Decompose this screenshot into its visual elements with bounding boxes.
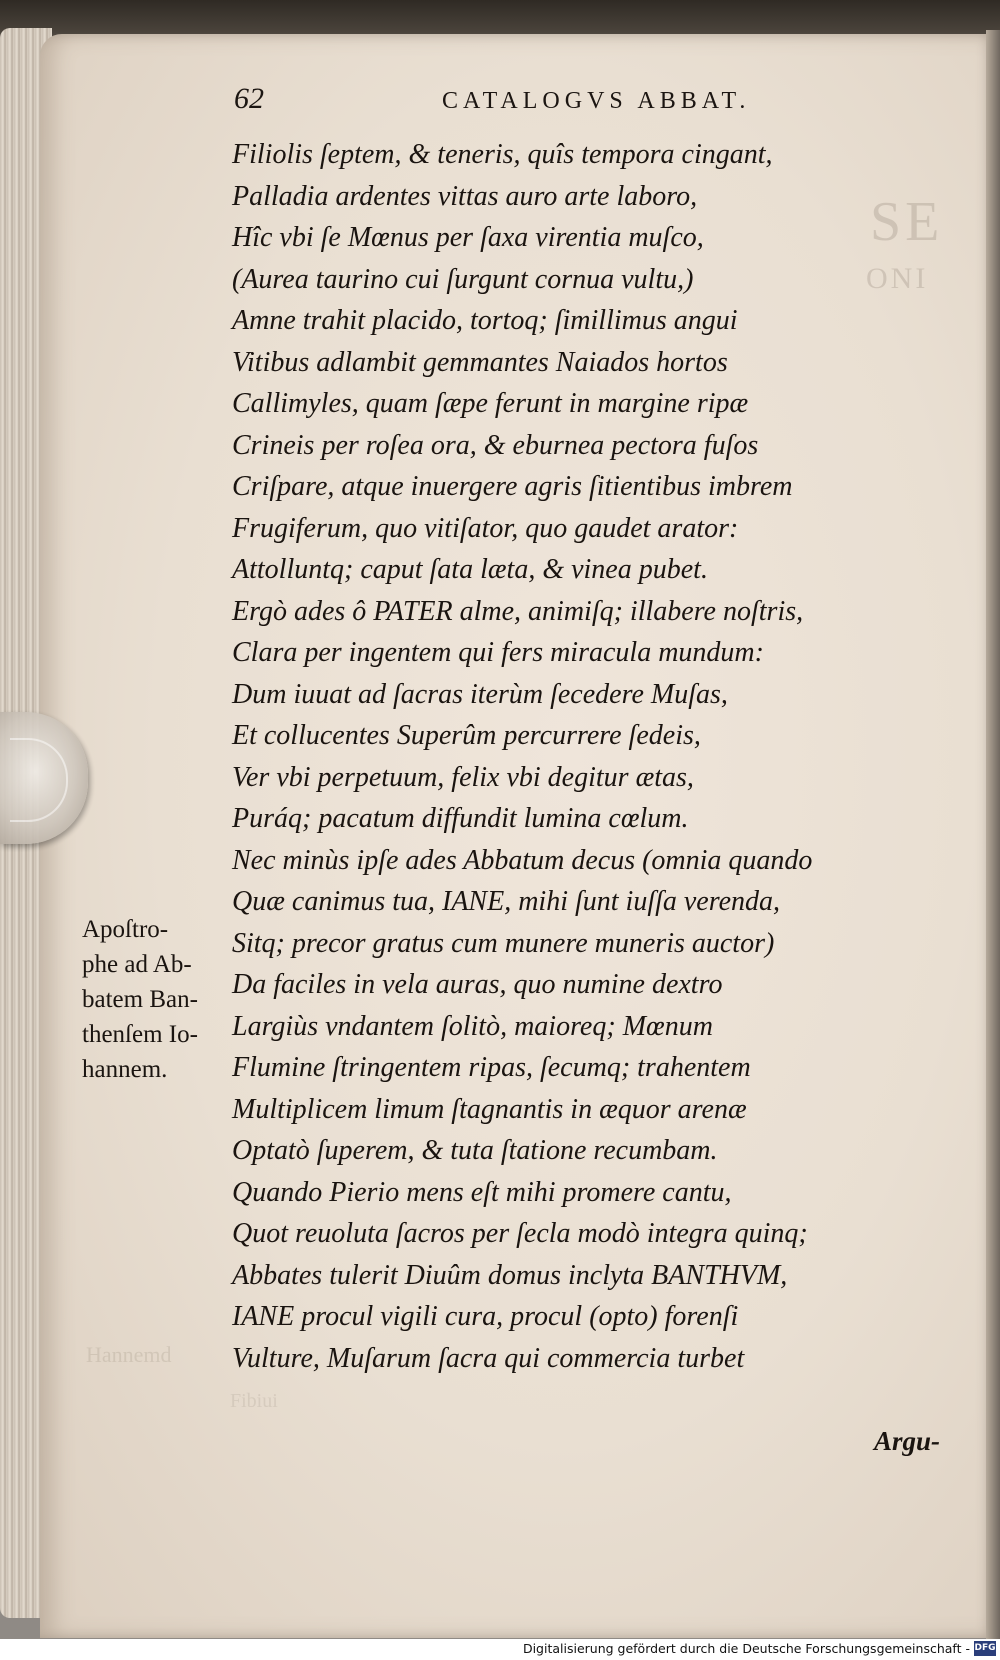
verse-line: Da faciles in vela auras, quo numine dextro <box>232 969 723 1000</box>
verse-line: Criſpare, atque inuergere agris ſitientibus imbrem <box>232 471 793 502</box>
verse-line: Dum iuuat ad ſacras iterùm ſecedere Muſas, <box>232 678 728 710</box>
bleed-through-text: Hannemd <box>86 1342 172 1367</box>
binding-shadow <box>986 30 1000 1640</box>
verse-line: Puráq; pacatum diffundit lumina cœlum. <box>232 803 689 834</box>
marginal-note-line: Apoſtro- <box>82 916 169 943</box>
verse-line: Attolluntq; caput ſata læta, & vinea pubet. <box>232 554 708 585</box>
verse-line: Et collucentes Superûm percurrere ſedeis, <box>232 720 701 751</box>
bleed-through-text: Fibiui <box>230 1390 278 1412</box>
marginal-note <box>82 912 232 1087</box>
marginal-note-line: thenſem Io- <box>82 1021 198 1048</box>
verse-line: Optatò ſuperem, & tuta ſtatione recumbam. <box>232 1135 718 1166</box>
funding-credit: Digitalisierung gefördert durch die Deutsche Forschungsgemeinschaft - <box>522 1641 970 1656</box>
verse-line: Hîc vbi ſe Mœnus per ſaxa virentia muſco, <box>232 222 704 253</box>
verse-line: Ergò ades ô PATER alme, animiſq; illabere noſtris, <box>232 595 804 627</box>
verse-line: Flumine ſtringentem ripas, ſecumq; trahentem <box>232 1052 751 1083</box>
verse-line: Crineis per roſea ora, & eburnea pectora fuſos <box>232 429 759 461</box>
running-head: CATALOGVS ABBAT. <box>442 88 751 114</box>
verse-line: Ver vbi perpetuum, felix vbi degitur ætas, <box>232 761 694 793</box>
bleed-through-heading: SE <box>870 191 944 253</box>
verse-line: Abbates tulerit Diuûm domus inclyta BANTHVM, <box>232 1259 788 1291</box>
verse-line: Quot reuoluta ſacros per ſecla modò integra quinq; <box>232 1218 808 1249</box>
page-header <box>234 82 834 126</box>
verse-body <box>232 134 912 1379</box>
verse-line: Multiplicem limum ſtagnantis in æquor arenæ <box>232 1093 747 1125</box>
verse-line: Filiolis ſeptem, & teneris, quîs tempora cingant, <box>232 139 773 170</box>
marginal-note-line: phe ad Ab- <box>82 951 192 978</box>
page-clip-highlight <box>10 738 68 822</box>
verse-line: IANE procul vigili cura, procul (opto) forenſi <box>232 1301 739 1332</box>
verse-line: Vitibus adlambit gemmantes Naiados hortos <box>232 346 728 378</box>
verse-line: Vulture, Muſarum ſacra qui commercia turbet <box>232 1342 745 1374</box>
verse-line: Palladia ardentes vittas auro arte laboro, <box>232 180 698 212</box>
marginal-note-line: hannem. <box>82 1056 168 1083</box>
footer-bar <box>0 1639 1000 1660</box>
verse-line: Sitq; precor gratus cum munere muneris auctor) <box>232 927 775 959</box>
bleed-through-subheading: ONI <box>866 262 929 295</box>
verse-line: Quæ canimus tua, IANE, mihi ſunt iuſſa verenda, <box>232 886 781 917</box>
marginal-note-line: batem Ban- <box>82 986 198 1013</box>
verse-line: Quando Pierio mens eſt mihi promere cantu, <box>232 1176 732 1208</box>
verse-line: (Aurea taurino cui ſurgunt cornua vultu,) <box>232 263 694 295</box>
verse-line: Callimyles, quam ſæpe ferunt in margine ripæ <box>232 388 749 419</box>
verse-line: Frugiferum, quo vitiſator, quo gaudet arator: <box>232 512 739 544</box>
verse-line: Largiùs vndantem ſolitò, maioreq; Mœnum <box>232 1010 713 1042</box>
verse-line: Nec minùs ipſe ades Abbatum decus (omnia quando <box>232 844 813 876</box>
catchword: Argu- <box>874 1426 941 1456</box>
verse-line: Clara per ingentem qui fers miracula mundum: <box>232 637 764 668</box>
dfg-logo-icon: DFG <box>974 1641 996 1656</box>
page-number: 62 <box>234 82 264 115</box>
verse-line: Amne trahit placido, tortoq; ſimillimus angui <box>232 305 738 336</box>
